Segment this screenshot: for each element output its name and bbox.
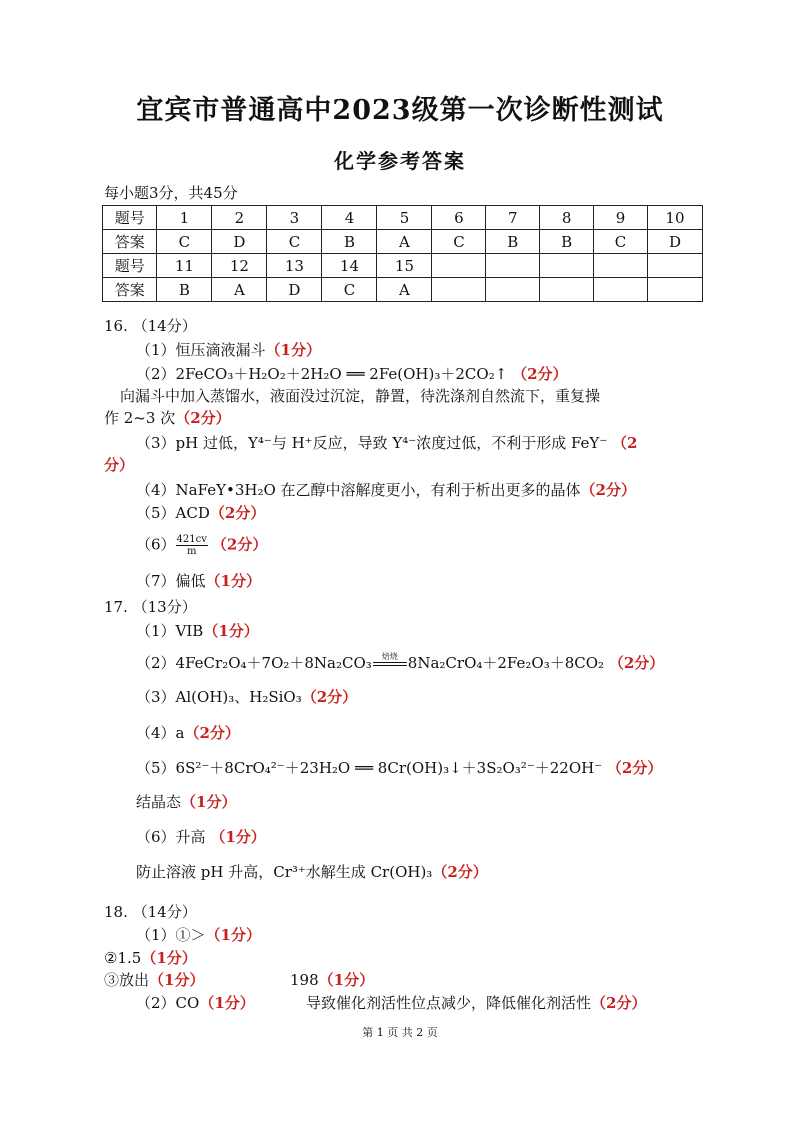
answer-table-cell: B bbox=[540, 230, 594, 254]
q16-answer-6: （6） $\frac{421cv}{m}$ （2分） bbox=[136, 534, 268, 557]
answer-table-cell: B bbox=[486, 230, 540, 254]
answer-table-cell: C bbox=[322, 278, 377, 302]
answer-table-cell: 4 bbox=[322, 206, 377, 230]
q16-answer-2b-line1: 向漏斗中加入蒸馏水，液面没过沉淀，静置，待洗涤剂自然流下，重复操 bbox=[120, 387, 601, 405]
answer-table-cell bbox=[432, 254, 486, 278]
q17-answer-2: （2）4FeCr₂O₄＋7O₂＋8Na₂CO₃ 焙烧 8Na₂CrO₄＋2Fe₂O₃＋8CO₂ （2分） bbox=[136, 652, 665, 672]
q17-answer-3: （3）Al(OH)₃、H₂SiO₃（2分） bbox=[136, 688, 358, 706]
answer-table-cell: 15 bbox=[377, 254, 432, 278]
answer-table-cell: C bbox=[432, 230, 486, 254]
answer-table-cell: A bbox=[377, 230, 432, 254]
answer-table-cell: 7 bbox=[486, 206, 540, 230]
answer-table-cell bbox=[486, 278, 540, 302]
q18-answer-1b: ②1.5（1分） bbox=[104, 949, 197, 967]
answer-table bbox=[102, 205, 703, 302]
q18-answer-1c: ③放出（1分） bbox=[104, 971, 205, 989]
q18-answer-2: （2）CO（1分） bbox=[136, 994, 255, 1012]
q16-heading: 16. （14分） bbox=[104, 317, 197, 335]
answer-table-cell bbox=[540, 254, 594, 278]
q18-answer-1d: 198（1分） bbox=[290, 971, 375, 989]
q16-answer-1: （1）恒压滴液漏斗（1分） bbox=[136, 341, 321, 359]
q17-answer-5: （5）6S²⁻＋8CrO₄²⁻＋23H₂O ══ 8Cr(OH)₃↓＋3S₂O₃²⁻＋22OH⁻ （2分） bbox=[136, 759, 663, 777]
answer-table-cell: C bbox=[594, 230, 648, 254]
q16-answer-3: （3）pH 过低，Y⁴⁻与 H⁺反应，导致 Y⁴⁻浓度过低，不利于形成 FeY⁻ （2 bbox=[136, 434, 638, 452]
answer-table-cell: 12 bbox=[212, 254, 267, 278]
answer-table-cell: 8 bbox=[540, 206, 594, 230]
answer-table-cell: D bbox=[267, 278, 322, 302]
answer-table-row bbox=[103, 230, 703, 254]
q16-answer-7: （7）偏低（1分） bbox=[136, 572, 261, 590]
page-subtitle: 化学参考答案 bbox=[334, 149, 466, 173]
answer-table-cell: A bbox=[377, 278, 432, 302]
q16-answer-4: （4）NaFeY•3H₂O 在乙醇中溶解度更小，有利于析出更多的晶体（2分） bbox=[136, 481, 636, 499]
q18-answer-1: （1）①＞（1分） bbox=[136, 926, 261, 944]
answer-table-cell: C bbox=[267, 230, 322, 254]
answer-table-cell: B bbox=[322, 230, 377, 254]
q16-answer-5: （5）ACD（2分） bbox=[136, 504, 266, 522]
q17-answer-6: （6）升高 （1分） bbox=[136, 828, 266, 846]
q17-answer-4: （4）a（2分） bbox=[136, 724, 240, 742]
page-title: 宜宾市普通高中2023级第一次诊断性测试 bbox=[136, 95, 664, 126]
answer-table-cell: 11 bbox=[157, 254, 212, 278]
answer-table-header-cell: 题号 bbox=[103, 254, 157, 278]
answer-table-cell bbox=[486, 254, 540, 278]
q16-answer-2b-line2: 作 2~3 次（2分） bbox=[104, 409, 231, 427]
answer-table-cell: 6 bbox=[432, 206, 486, 230]
answer-table-cell: 2 bbox=[212, 206, 267, 230]
answer-table-cell: 3 bbox=[267, 206, 322, 230]
q16-answer-2: （2）2FeCO₃＋H₂O₂＋2H₂O ══ 2Fe(OH)₃＋2CO₂↑ （2分） bbox=[136, 365, 568, 383]
reaction-condition: 焙烧 bbox=[372, 653, 408, 673]
answer-table-cell bbox=[540, 278, 594, 302]
answer-table-cell: C bbox=[157, 230, 212, 254]
answer-table-header-cell: 题号 bbox=[103, 206, 157, 230]
answer-table-cell: 14 bbox=[322, 254, 377, 278]
q18-answer-2b: 导致催化剂活性位点减少，降低催化剂活性（2分） bbox=[306, 994, 647, 1012]
answer-table-cell: A bbox=[212, 278, 267, 302]
answer-table-cell: 5 bbox=[377, 206, 432, 230]
answer-table-cell bbox=[594, 254, 648, 278]
answer-table-row bbox=[103, 278, 703, 302]
answer-table-cell bbox=[594, 278, 648, 302]
answer-table-header-cell: 答案 bbox=[103, 230, 157, 254]
answer-table-cell: B bbox=[157, 278, 212, 302]
answer-table-cell bbox=[647, 278, 702, 302]
answer-table-row bbox=[103, 206, 703, 230]
score-note: 每小题3分，共45分 bbox=[104, 184, 238, 202]
answer-table-cell: 1 bbox=[157, 206, 212, 230]
answer-table-row bbox=[103, 254, 703, 278]
answer-table-cell: D bbox=[647, 230, 702, 254]
page-footer: 第 1 页 共 2 页 bbox=[362, 1026, 438, 1039]
fraction: $\frac{421cv}{m}$ bbox=[176, 534, 207, 557]
q16-answer-3-score: 分） bbox=[104, 456, 135, 474]
q17-answer-5b: 结晶态（1分） bbox=[136, 793, 237, 811]
q17-answer-6b: 防止溶液 pH 升高，Cr³⁺水解生成 Cr(OH)₃（2分） bbox=[136, 863, 488, 881]
q17-heading: 17. （13分） bbox=[104, 598, 197, 616]
answer-table-cell: 13 bbox=[267, 254, 322, 278]
q17-answer-1: （1）VIB（1分） bbox=[136, 622, 259, 640]
answer-table-cell: D bbox=[212, 230, 267, 254]
answer-table-cell: 9 bbox=[594, 206, 648, 230]
answer-table-cell bbox=[647, 254, 702, 278]
answer-table-cell: 10 bbox=[647, 206, 702, 230]
answer-table-header-cell: 答案 bbox=[103, 278, 157, 302]
answer-table-cell bbox=[432, 278, 486, 302]
q18-heading: 18. （14分） bbox=[104, 903, 197, 921]
